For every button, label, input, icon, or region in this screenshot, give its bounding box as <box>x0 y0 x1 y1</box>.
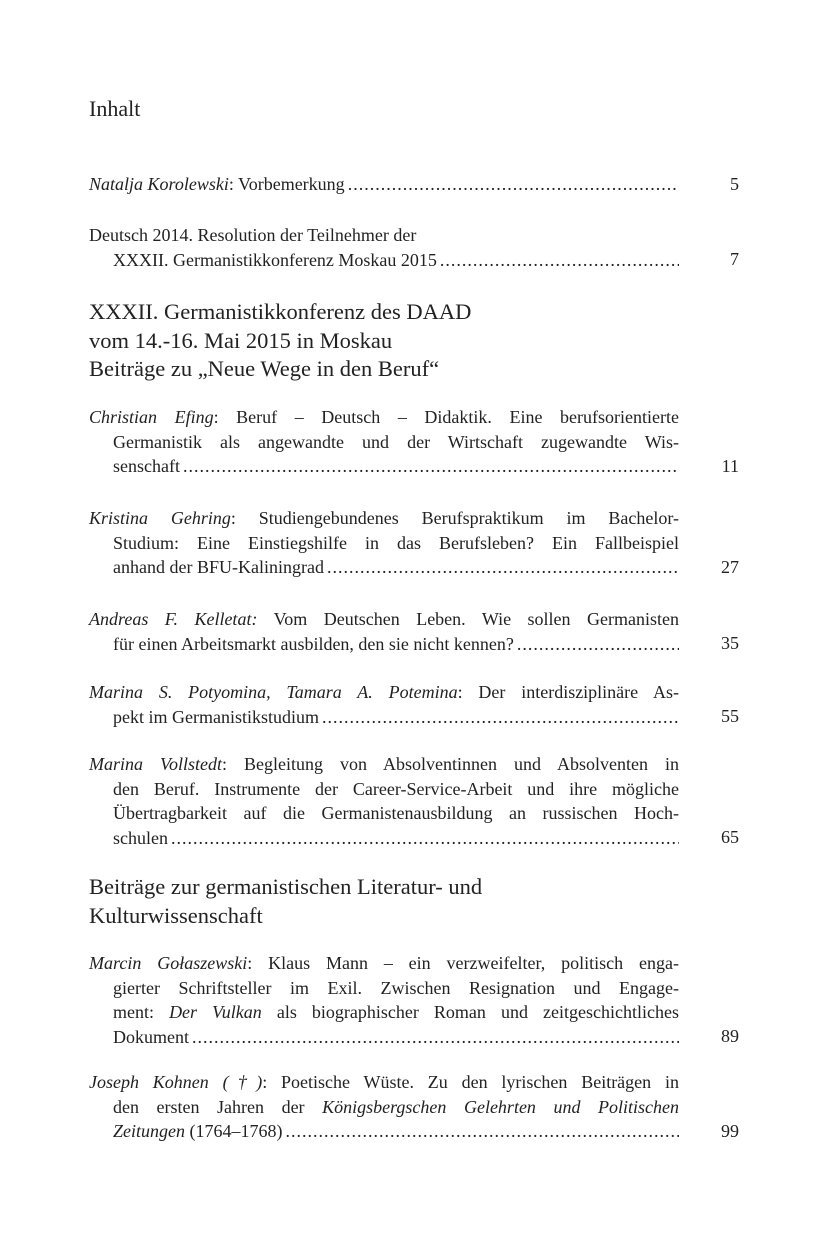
toc-entry-gehring: Kristina Gehring: Studiengebundenes Berufspraktikum im Bachelor- Studium: Eine Einstiegshilfe in das Berufsleben? Ein Fallbeispiel anhand der BFU-Kaliningrad ..... <box>89 506 679 580</box>
dot-leader <box>327 555 679 580</box>
work-title: Zeitungen <box>113 1121 185 1141</box>
entry-author: Marina Vollstedt <box>89 754 222 774</box>
entry-author: Marcin Gołaszewski <box>89 953 248 973</box>
entry-title: Vom Deutschen Leben. Wie sollen Germanisten <box>273 609 679 629</box>
entry-line: Studium: Eine Einstiegshilfe in das Berufsleben? Ein Fallbeispiel <box>113 532 679 553</box>
entry-title: Vorbemerkung <box>238 174 345 194</box>
page-number: 7 <box>730 249 739 269</box>
section-heading-daad <box>89 298 679 384</box>
heading-line: Beiträge zu „Neue Wege in den Beruf“ <box>89 356 440 381</box>
dot-leader <box>286 1119 680 1144</box>
page-title: Inhalt <box>89 96 141 121</box>
page-number: 65 <box>721 827 739 847</box>
dot-leader <box>171 826 679 851</box>
page-number: 5 <box>730 174 739 194</box>
entry-line: schulen <box>113 827 168 848</box>
toc-entry-vollstedt: Marina Vollstedt: Begleitung von Absolventinnen und Absolventen in den Beruf. Instrumente der Career-Service-Arbeit und ihre mögliche Übertragbarkeit auf die Germanistenausbildung an russischen Hoch- schulen ..... <box>89 752 679 850</box>
dot-leader <box>348 172 679 197</box>
heading-line: Kulturwissenschaft <box>89 902 263 928</box>
toc-entry-golaszewski: Marcin Gołaszewski: Klaus Mann – ein verzweifelter, politisch enga- gierter Schriftsteller im Exil. Zwischen Resignation und Engage- ment: Der Vulkan als biographischer Roman und zeitgeschichtliches Dokument ..... <box>89 951 679 1049</box>
toc-entry-vorbemerkung: Natalja Korolewski: Vorbemerkung ..... <box>89 172 679 197</box>
entry-author: Natalja Korolewski <box>89 174 229 194</box>
entry-author: Joseph Kohnen (†) <box>89 1072 263 1092</box>
entry-line: XXXII. Germanistikkonferenz Moskau 2015 <box>113 249 437 270</box>
page-number: 27 <box>721 557 739 577</box>
entry-author: Marina S. Potyomina, Tamara A. Potemina <box>89 682 458 702</box>
entry-line: Übertragbarkeit auf die Germanistenausbildung an russischen Hoch- <box>113 803 679 823</box>
entry-title: Klaus Mann – ein verzweifelter, politisch enga- <box>268 953 679 973</box>
entry-title: Der interdisziplinäre As- <box>478 682 679 702</box>
entry-line: Deutsch 2014. Resolution der Teilnehmer der <box>89 225 417 245</box>
toc-entry-kelletat <box>89 607 679 656</box>
toc-entry-kohnen: Joseph Kohnen (†): Poetische Wüste. Zu den lyrischen Beiträgen in den ersten Jahren der Königsbergschen Gelehrten und Politischen Zeitungen (1764–1768) ..... <box>89 1070 679 1144</box>
toc-entry-potyomina: Marina S. Potyomina, Tamara A. Potemina: Der interdisziplinäre As- pekt im Germanistikstudium ..... <box>89 680 679 729</box>
heading-line: XXXII. Germanistikkonferenz des DAAD <box>89 299 472 324</box>
entry-line: für einen Arbeitsmarkt ausbilden, den sie nicht kennen? <box>113 633 514 654</box>
page-number: 55 <box>721 706 739 726</box>
dot-leader <box>183 454 679 479</box>
entry-title: Begleitung von Absolventinnen und Absolventen in <box>244 754 679 774</box>
heading-line: vom 14.-16. Mai 2015 in Moskau <box>89 327 393 353</box>
entry-line: pekt im Germanistikstudium <box>113 706 319 727</box>
entry-line: anhand der BFU-Kaliningrad <box>113 557 324 577</box>
entry-line: Dokument <box>113 1026 189 1047</box>
work-title: Königsbergschen Gelehrten und Politischen <box>322 1096 679 1117</box>
page-number: 99 <box>721 1121 739 1141</box>
dot-leader <box>440 248 679 273</box>
dot-leader <box>322 705 679 730</box>
entry-title: Studiengebundenes Berufspraktikum im Bachelor- <box>258 508 679 528</box>
entry-line: den Beruf. Instrumente der Career-Service-Arbeit und ihre mögliche <box>113 778 679 799</box>
entry-title: Poetische Wüste. Zu den lyrischen Beiträgen in <box>281 1072 679 1092</box>
entry-author: Andreas F. Kelletat: <box>89 609 258 629</box>
entry-author: Christian Efing <box>89 407 214 427</box>
heading-line: Beiträge zur germanistischen Literatur- und <box>89 874 483 899</box>
entry-line: gierter Schriftsteller im Exil. Zwischen Resignation und Engage- <box>113 977 679 998</box>
page-number: 11 <box>721 456 739 476</box>
entry-author: Kristina Gehring <box>89 508 231 528</box>
page-number: 35 <box>721 633 739 653</box>
toc-entry-resolution <box>89 223 679 272</box>
page-number: 89 <box>721 1026 739 1046</box>
section-heading-literatur <box>89 873 679 930</box>
work-title: Der Vulkan <box>169 1002 262 1022</box>
entry-line: Germanistik als angewandte und der Wirtschaft zugewandte Wis- <box>113 431 679 452</box>
entry-line: senschaft <box>113 456 180 476</box>
dot-leader <box>192 1025 679 1050</box>
entry-title: Beruf – Deutsch – Didaktik. Eine berufsorientierte <box>236 407 679 427</box>
toc-entry-efing: Christian Efing: Beruf – Deutsch – Didaktik. Eine berufsorientierte Germanistik als angewandte und der Wirtschaft zugewandte Wis- senschaft ..... <box>89 405 679 479</box>
dot-leader <box>517 632 679 657</box>
